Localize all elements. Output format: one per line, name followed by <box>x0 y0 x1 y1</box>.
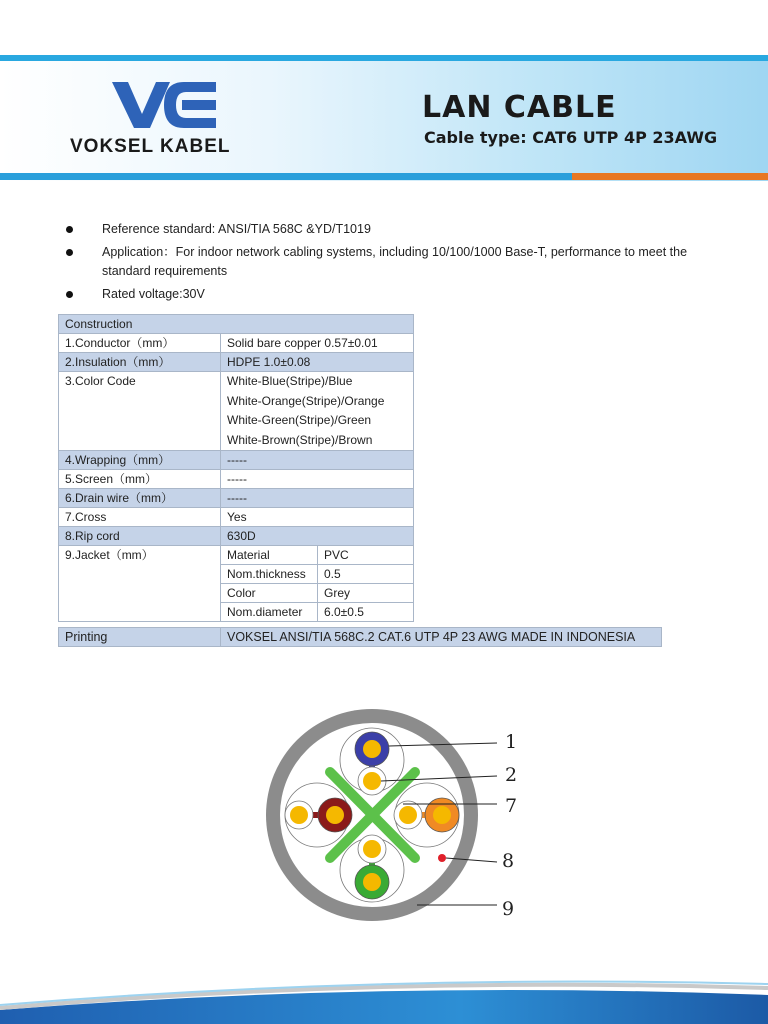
table-row: 8.Rip cord 630D <box>59 527 414 546</box>
table-row: 7.Cross Yes <box>59 508 414 527</box>
table-row: 4.Wrapping（mm） ----- <box>59 451 414 470</box>
callout-label-2: 2 <box>505 764 518 786</box>
callout-label-7: 7 <box>505 795 518 817</box>
table-row: 2.Insulation（mm） HDPE 1.0±0.08 <box>59 353 414 372</box>
callout-label-9: 9 <box>502 898 515 920</box>
table-header-row <box>59 315 414 334</box>
jacket-row: Nom.thickness 0.5 <box>221 565 413 584</box>
table-row: 9.Jacket（mm） Material PVC Nom.thickness 0.5 Color Grey Nom.diameter 6.0±0.5 <box>59 546 414 622</box>
printing-table <box>58 627 662 647</box>
brand-name: VOKSEL KABEL <box>70 136 231 157</box>
jacket-subtable <box>221 546 413 621</box>
header-bottom-accent <box>572 173 768 180</box>
callout-label-1: 1 <box>505 731 518 753</box>
page-title: LAN CABLE <box>422 90 617 125</box>
jacket-row: Color Grey <box>221 584 413 603</box>
bullet-list <box>62 220 702 308</box>
rip-cord-dot <box>438 854 446 862</box>
voksel-logo <box>112 80 216 130</box>
table-row: 3.Color Code White-Blue(Stripe)/Blue White-Orange(Stripe)/Orange White-Green(Stripe)/Green White-Brown(Stripe)/Brown <box>59 372 414 451</box>
table-row: 5.Screen（mm） ----- <box>59 470 414 489</box>
table-row: 6.Drain wire（mm） ----- <box>59 489 414 508</box>
header-top-rule <box>0 55 768 61</box>
bullet-item: Rated voltage:30V <box>62 285 702 304</box>
header-bottom-rule <box>0 173 572 180</box>
construction-table <box>58 314 414 622</box>
table-row: 1.Conductor（mm） Solid bare copper 0.57±0.01 <box>59 334 414 353</box>
jacket-row: Material PVC <box>221 546 413 565</box>
table-header: Construction <box>59 315 414 334</box>
cable-type: Cable type: CAT6 UTP 4P 23AWG <box>424 128 718 147</box>
jacket-subtable-cell <box>221 546 414 622</box>
footer-swoosh <box>0 950 768 1024</box>
bullet-item: Application：For indoor network cabling systems, including 10/100/1000 Base-T, performance to meet the standard requirements <box>62 243 702 281</box>
bullet-dot-icon <box>66 291 73 298</box>
bullet-dot-icon <box>66 249 73 256</box>
callout-label-8: 8 <box>502 850 515 872</box>
printing-label: Printing <box>59 628 221 647</box>
color-code-list: White-Blue(Stripe)/Blue White-Orange(Stripe)/Orange White-Green(Stripe)/Green White-Brown(Stripe)/Brown <box>221 372 414 451</box>
jacket-row: Nom.diameter 6.0±0.5 <box>221 603 413 622</box>
cable-cross-section-diagram <box>255 700 535 930</box>
printing-value: VOKSEL ANSI/TIA 568C.2 CAT.6 UTP 4P 23 AWG MADE IN INDONESIA <box>221 628 662 647</box>
bullet-dot-icon <box>66 226 73 233</box>
printing-row <box>59 628 662 647</box>
bullet-item: Reference standard: ANSI/TIA 568C &YD/T1019 <box>62 220 702 239</box>
